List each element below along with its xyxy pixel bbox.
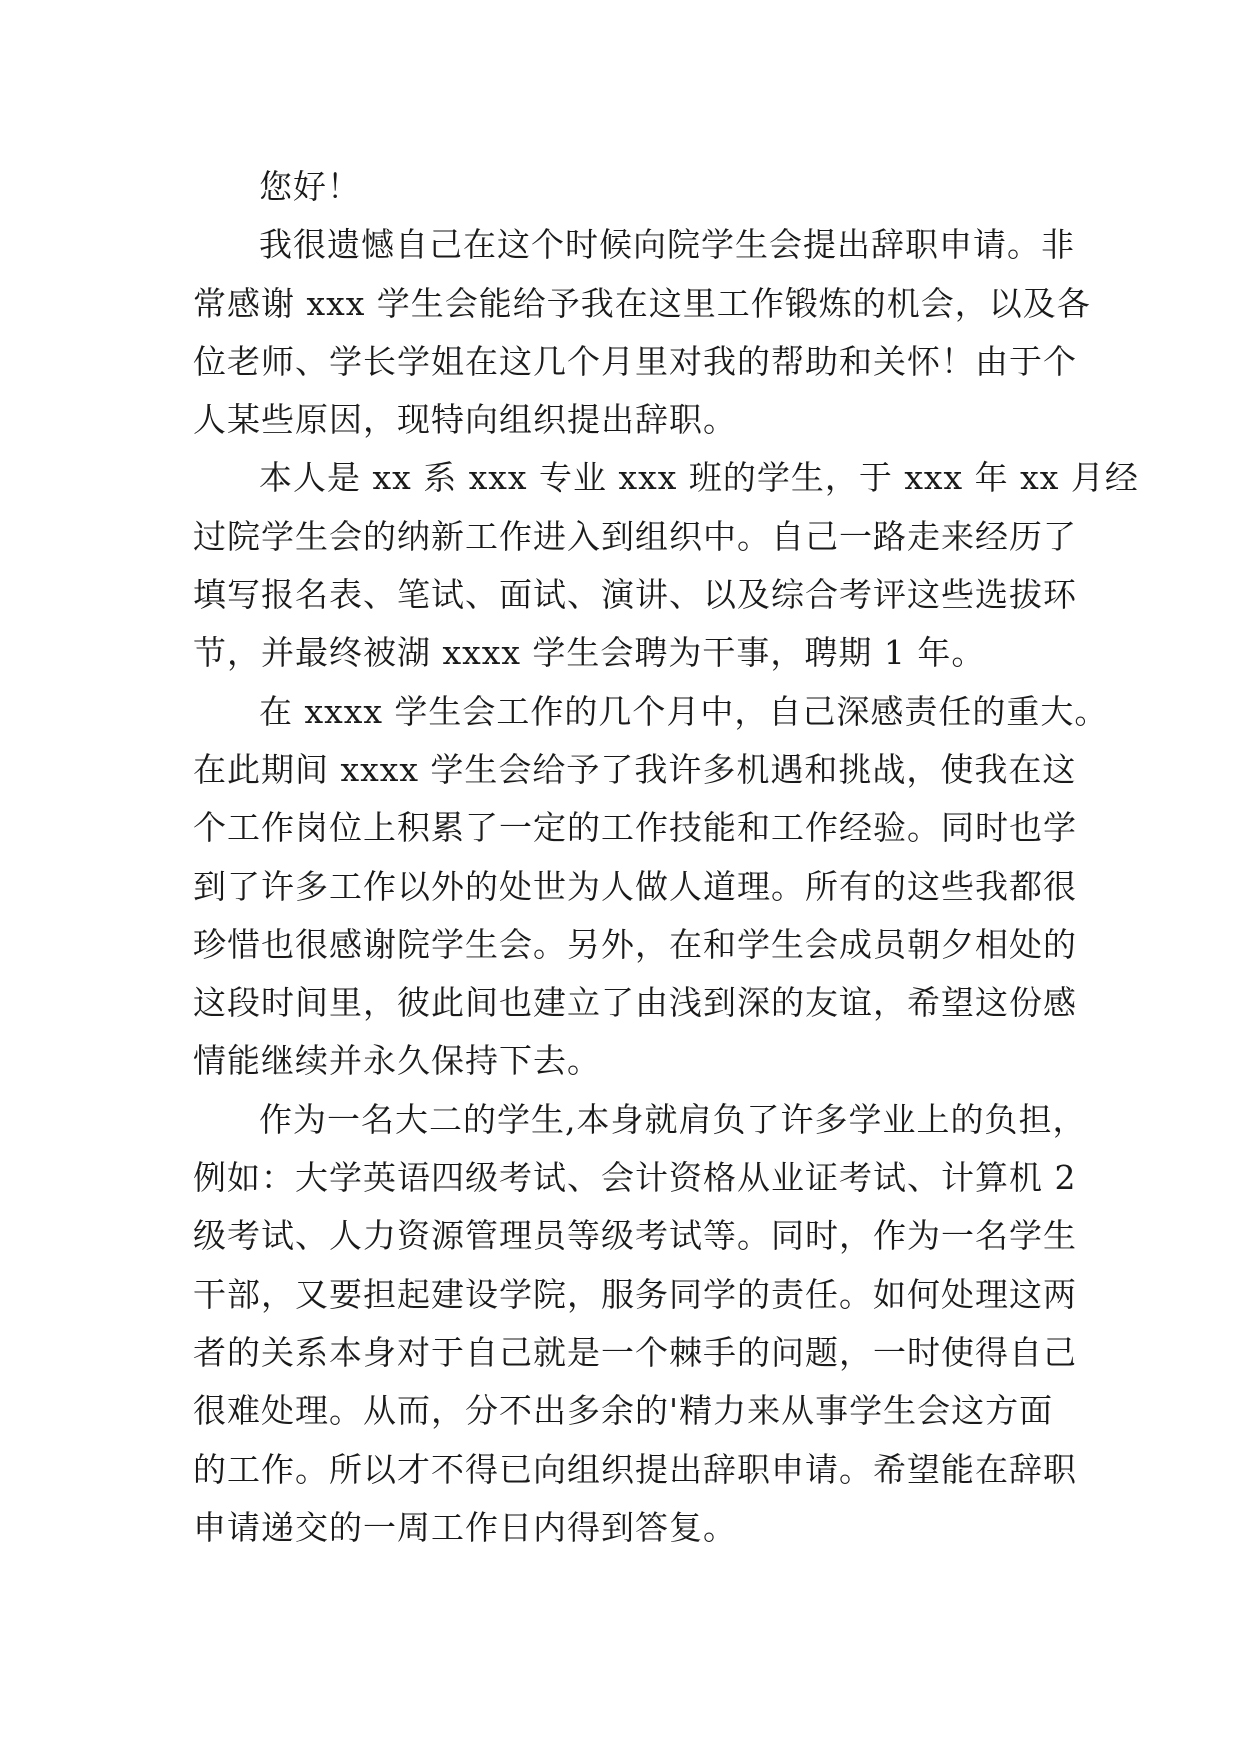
paragraph-3-line-3: 个工作岗位上积累了一定的工作技能和工作经验。同时也学: [193, 808, 1077, 848]
letter-body: [193, 158, 1139, 1557]
greeting-line: 您好！: [259, 167, 361, 206]
paragraph-2-line-1: 本人是 xx 系 xxx 专业 xxx 班的学生，于 xxx 年 xx 月经: [259, 458, 1139, 498]
paragraph-3-line-1: 在 xxxx 学生会工作的几个月中，自己深感责任的重大。: [259, 691, 1109, 731]
paragraph-3-line-5: 珍惜也很感谢院学生会。另外，在和学生会成员朝夕相处的: [193, 924, 1077, 964]
paragraph-1-line-3: 位老师、学长学姐在这几个月里对我的帮助和关怀！由于个: [193, 341, 1077, 381]
paragraph-4-line-4: 干部，又要担起建设学院，服务同学的责任。如何处理这两: [193, 1274, 1077, 1314]
paragraph-3-line-4: 到了许多工作以外的处世为人做人道理。所有的这些我都很: [193, 866, 1077, 906]
paragraph-2-line-4: 节，并最终被湖 xxxx 学生会聘为干事，聘期 1 年。: [193, 633, 986, 673]
paragraph-4-line-2: 例如：大学英语四级考试、会计资格从业证考试、计算机 2: [193, 1158, 1077, 1198]
paragraph-4-line-8: 申请递交的一周工作日内得到答复。: [193, 1507, 737, 1547]
paragraph-2-line-3: 填写报名表、笔试、面试、演讲、以及综合考评这些选拔环: [193, 575, 1077, 615]
paragraph-1-line-4: 人某些原因，现特向组织提出辞职。: [193, 400, 737, 440]
paragraph-4-line-1: 作为一名大二的学生,本身就肩负了许多学业上的负担，: [259, 1099, 1087, 1139]
paragraph-1-line-1: 我很遗憾自己在这个时候向院学生会提出辞职申请。非: [259, 225, 1075, 265]
paragraph-3-line-6: 这段时间里，彼此间也建立了由浅到深的友谊，希望这份感: [193, 983, 1077, 1023]
paragraph-1-line-2: 常感谢 xxx 学生会能给予我在这里工作锻炼的机会，以及各: [193, 283, 1091, 323]
paragraph-2-line-2: 过院学生会的纳新工作进入到组织中。自己一路走来经历了: [193, 516, 1077, 556]
paragraph-4-line-7: 的工作。所以才不得已向组织提出辞职申请。希望能在辞职: [193, 1449, 1077, 1489]
paragraph-4-line-6: 很难处理。从而，分不出多余的'精力来从事学生会这方面: [193, 1391, 1054, 1431]
paragraph-4-line-3: 级考试、人力资源管理员等级考试等。同时，作为一名学生: [193, 1216, 1077, 1256]
paragraph-4-line-5: 者的关系本身对于自己就是一个棘手的问题，一时使得自己: [193, 1332, 1077, 1372]
paragraph-3-line-2: 在此期间 xxxx 学生会给予了我许多机遇和挑战，使我在这: [193, 749, 1077, 789]
paragraph-3-line-7: 情能继续并永久保持下去。: [193, 1041, 601, 1081]
